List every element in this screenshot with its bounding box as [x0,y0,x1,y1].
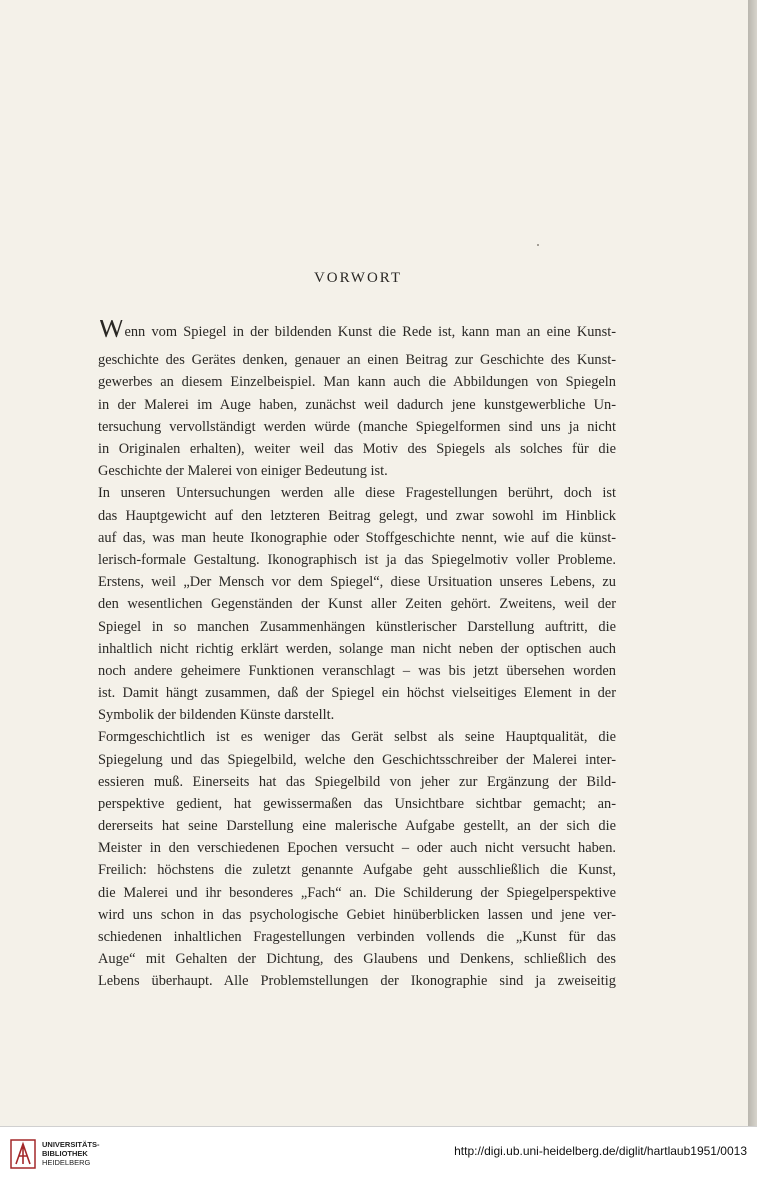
text-line: Erstens, weil „Der Mensch vor dem Spiegel“, diese Ursituation unseres Lebens, zu [98,574,616,590]
drop-capital: W [98,320,125,341]
text-line: das Hauptgewicht auf den letzteren Beitrag gelegt, und zwar sowohl im Hinblick [98,508,616,524]
library-logo-text [42,1140,100,1167]
text-line: den wesentlichen Gegenständen der Kunst aller Zeiten gehört. Zweitens, weil der [98,596,616,612]
text-line: lerisch-formale Gestaltung. Ikonographisch ist ja das Spiegelmotiv voller Probleme. [98,552,616,568]
text-line: Meister in den verschiedenen Epochen versucht – oder auch nicht versucht haben. [98,840,616,856]
text-line: dererseits hat seine Darstellung eine malerische Aufgabe gestellt, an der sich die [98,818,616,834]
text-line: Freilich: höchstens die zuletzt genannte Aufgabe geht ausschließlich die Kunst, [98,862,616,878]
library-logo-icon [10,1139,36,1169]
text-line: inhaltlich nicht richtig erklärt werden, solange man nicht neben der optischen auch [98,641,616,657]
text-line: Spiegelung und das Spiegelbild, welche den Geschichtsschreiber der Malerei inter- [98,752,616,768]
text-line: wird uns schon in das psychologische Gebiet hinüberblicken lassen und jene ver- [98,907,616,923]
text-line: tersuchung vervollständigt werden würde (manche Spiegelformen sind uns ja nicht [98,419,616,435]
speck [537,244,539,246]
logo-line-3: HEIDELBERG [42,1158,91,1167]
text-line [98,320,616,341]
footer-bar [0,1126,757,1181]
text-line: in der Malerei im Auge haben, zunächst weil dadurch jene kunstgewerbliche Un- [98,397,616,413]
text-line: Geschichte der Malerei von einiger Bedeutung ist. [98,463,388,479]
text-line: Lebens überhaupt. Alle Problemstellungen der Ikonographie sind ja zweiseitig [98,973,616,989]
text-line: Auge“ mit Gehalten der Dichtung, des Glaubens und Denkens, schließlich des [98,951,616,967]
permalink-url[interactable]: http://digi.ub.uni-heidelberg.de/diglit/hartlaub1951/0013 [454,1144,747,1158]
text-line: Symbolik der bildenden Künste darstellt. [98,707,335,723]
page-title: VORWORT [313,270,403,286]
text-line: Spiegel in so manchen Zusammenhängen künstlerischer Darstellung auftritt, die [98,619,616,635]
text-line: gewerbes an diesem Einzelbeispiel. Man kann auch die Abbildungen von Spiegeln [98,374,616,390]
text-line: essieren muß. Einerseits hat das Spiegelbild von jeher zur Ergänzung der Bild- [98,774,616,790]
text-line: noch andere geheimere Funktionen veranschlagt – was bis jetzt übersehen worden [98,663,616,679]
text-line: ist. Damit hängt zusammen, daß der Spiegel ein höchst vielseitiges Element in der [98,685,616,701]
page-edge-shadow [748,0,757,1126]
text-line: perspektive gedient, hat gewissermaßen das Unsichtbare sichtbar gemacht; an- [98,796,616,812]
text-line: in Originalen erhalten), weiter weil das Motiv des Spiegels als solches für die [98,441,616,457]
text-line: Formgeschichtlich ist es weniger das Gerät selbst als seine Hauptqualität, die [98,729,616,745]
text-line-content: enn vom Spiegel in der bildenden Kunst die Rede ist, kann man an eine Kunst- [124,324,616,340]
logo-figure [16,1144,30,1164]
text-line: In unseren Untersuchungen werden alle diese Fragestellungen berührt, doch ist [98,485,616,501]
text-line: schiedenen inhaltlichen Fragestellungen verbinden vollends die „Kunst für das [98,929,616,945]
logo-line-1: UNIVERSITÄTS- [42,1140,100,1149]
text-line: die Malerei und ihr besonderes „Fach“ an. Die Schilderung der Spiegelperspektive [98,885,616,901]
logo-line-2: BIBLIOTHEK [42,1149,88,1158]
text-line: auf das, was man heute Ikonographie oder Stoffgeschichte nennt, wie auf die künst- [98,530,616,546]
text-line: geschichte des Gerätes denken, genauer an einen Beitrag zur Geschichte des Kunst- [98,352,616,368]
